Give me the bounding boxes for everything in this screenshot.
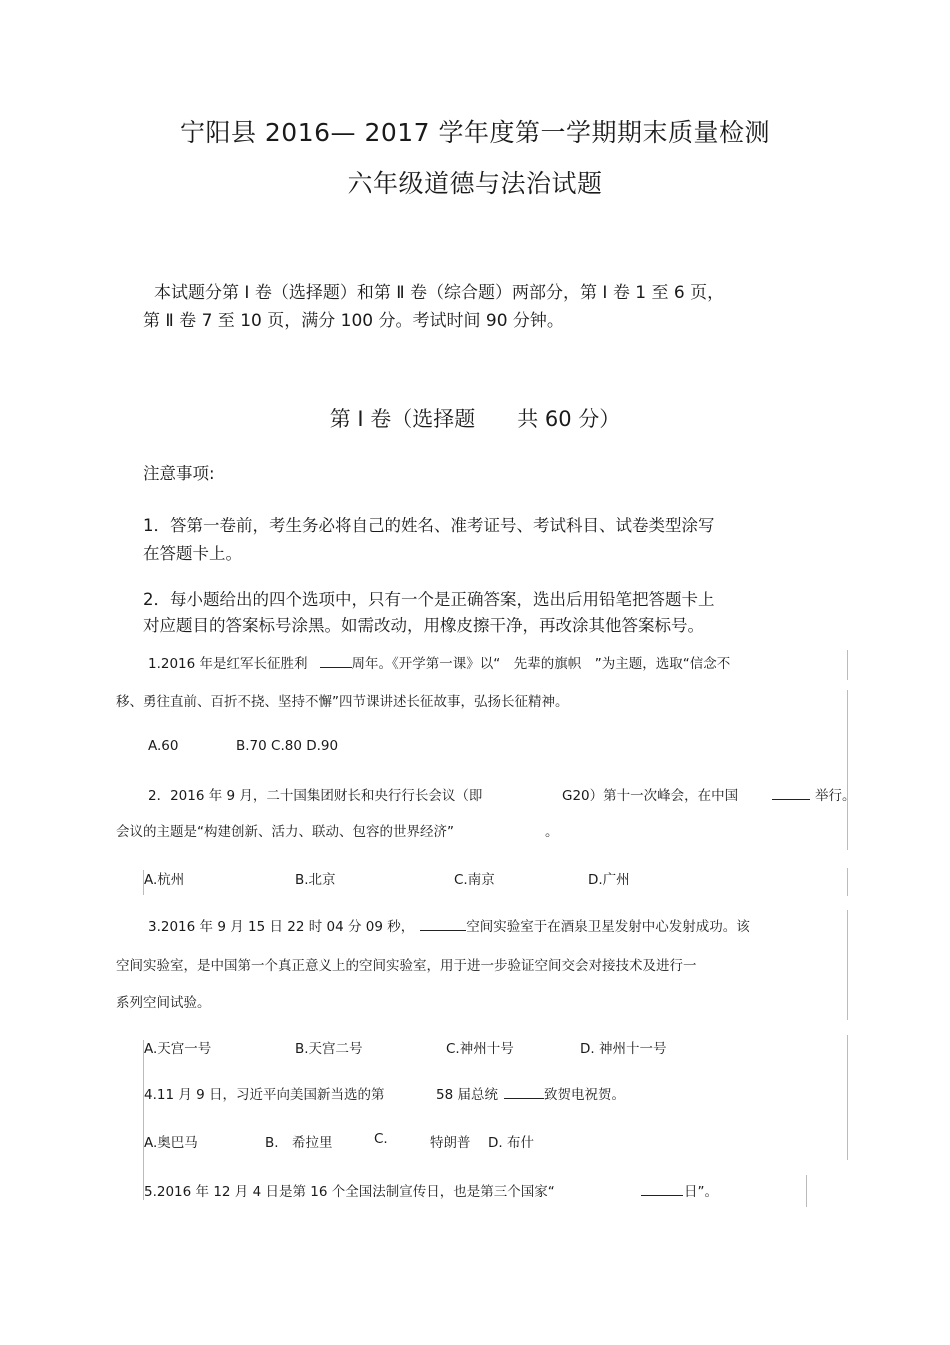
intro-line2: 第 Ⅱ 卷 7 至 10 页，满分 100 分。考试时间 90 分钟。 [143, 311, 564, 331]
answer-blank [320, 653, 352, 668]
exam-title-line1: 宁阳县 2016— 2017 学年度第一学期期末质量检测 [179, 118, 771, 147]
intro-line1: 本试题分第 Ⅰ 卷（选择题）和第 Ⅱ 卷（综合题）两部分，第 Ⅰ 卷 1 至 6 页， [154, 283, 725, 303]
question-3-text-b: 空间实验室于在酒泉卫星发射中心发射成功。该 [466, 919, 750, 935]
question-4-option: A.奥巴马 [144, 1135, 198, 1151]
question-2-text-a: 2．2016 年 9 月，二十国集团财长和央行行长会议（即 [148, 788, 483, 804]
question-4-option: B. 希拉里 [265, 1135, 333, 1151]
right-rule [847, 868, 848, 896]
question-5-text-b: 日”。 [684, 1184, 718, 1200]
question-2-option: D.广州 [588, 872, 630, 888]
question-2-option: C.南京 [454, 872, 495, 888]
answer-blank [641, 1181, 683, 1196]
exam-title-line2: 六年级道德与法治试题 [347, 169, 603, 198]
right-rule [806, 1175, 807, 1207]
right-rule [847, 910, 848, 1020]
right-rule [847, 650, 848, 680]
answer-blank [420, 916, 466, 931]
notice-label: 注意事项: [143, 464, 215, 483]
question-4-text-b: 58 届总统 [436, 1087, 498, 1103]
section-heading: 第 Ⅰ 卷（选择题 共 60 分） [329, 407, 621, 431]
right-rule [847, 690, 848, 850]
question-3-option: C.神州十号 [446, 1041, 514, 1057]
question-1-line1 [148, 652, 730, 672]
notice-item2-line2: 对应题目的答案标号涂黑。如需改动，用橡皮擦干净，再改涂其他答案标号。 [143, 616, 704, 635]
question-1-line2: 移、勇往直前、百折不挠、坚持不懈”四节课讲述长征故事，弘扬长征精神。 [116, 694, 569, 710]
question-3-option: A.天宫一号 [144, 1041, 212, 1057]
question-4-text-a: 4.11 月 9 日，习近平向美国新当选的第 [144, 1087, 385, 1103]
question-4-option: D. 布什 [488, 1135, 534, 1151]
notice-item2-line1: 2．每小题给出的四个选项中，只有一个是正确答案，选出后用铅笔把答题卡上 [143, 590, 715, 609]
question-1-option: A.60 [148, 738, 179, 754]
question-2-text-c: 举行。 [815, 788, 856, 804]
right-rule [847, 1035, 848, 1160]
question-4-line1-rest [436, 1083, 625, 1103]
question-3-line2: 空间实验室，是中国第一个真正意义上的空间实验室，用于进一步验证空间交会对接技术及进行一 [116, 958, 697, 974]
question-2-line2-end: 。 [545, 824, 559, 840]
notice-item1-line2: 在答题卡上。 [143, 544, 242, 563]
question-1-text-a: 1.2016 年是红军长征胜利 [148, 656, 308, 672]
question-3-option: B.天宫二号 [295, 1041, 363, 1057]
question-4-option: C. [374, 1131, 388, 1147]
question-3-line3: 系列空间试验。 [116, 995, 211, 1011]
question-5-text-a: 5.2016 年 12 月 4 日是第 16 个全国法制宣传日，也是第三个国家“ [144, 1184, 555, 1200]
question-4-option: 特朗普 [430, 1135, 471, 1151]
answer-blank [504, 1084, 544, 1099]
question-4-text-c: 致贺电祝贺。 [543, 1087, 625, 1103]
question-2-option: B.北京 [295, 872, 336, 888]
question-1-option: B.70 C.80 D.90 [236, 738, 339, 754]
left-rule [143, 1040, 144, 1200]
question-2-text-b: G20）第十一次峰会，在中国 [562, 788, 739, 804]
question-3-option: D. 神州十一号 [580, 1041, 667, 1057]
question-1-text-b: 周年。《开学第一课》以“ 先辈的旗帜 ”为主题，选取“信念不 [351, 656, 731, 672]
answer-blank [772, 785, 810, 800]
question-3-line1 [148, 915, 750, 935]
notice-item1-line1: 1．答第一卷前，考生务必将自己的姓名、准考证号、考试科目、试卷类型涂写 [143, 516, 715, 535]
question-2-option: A.杭州 [144, 872, 185, 888]
question-2-line2: 会议的主题是“构建创新、活力、联动、包容的世界经济” [116, 824, 454, 840]
question-3-text-a: 3.2016 年 9 月 15 日 22 时 04 分 09 秒， [148, 919, 415, 935]
